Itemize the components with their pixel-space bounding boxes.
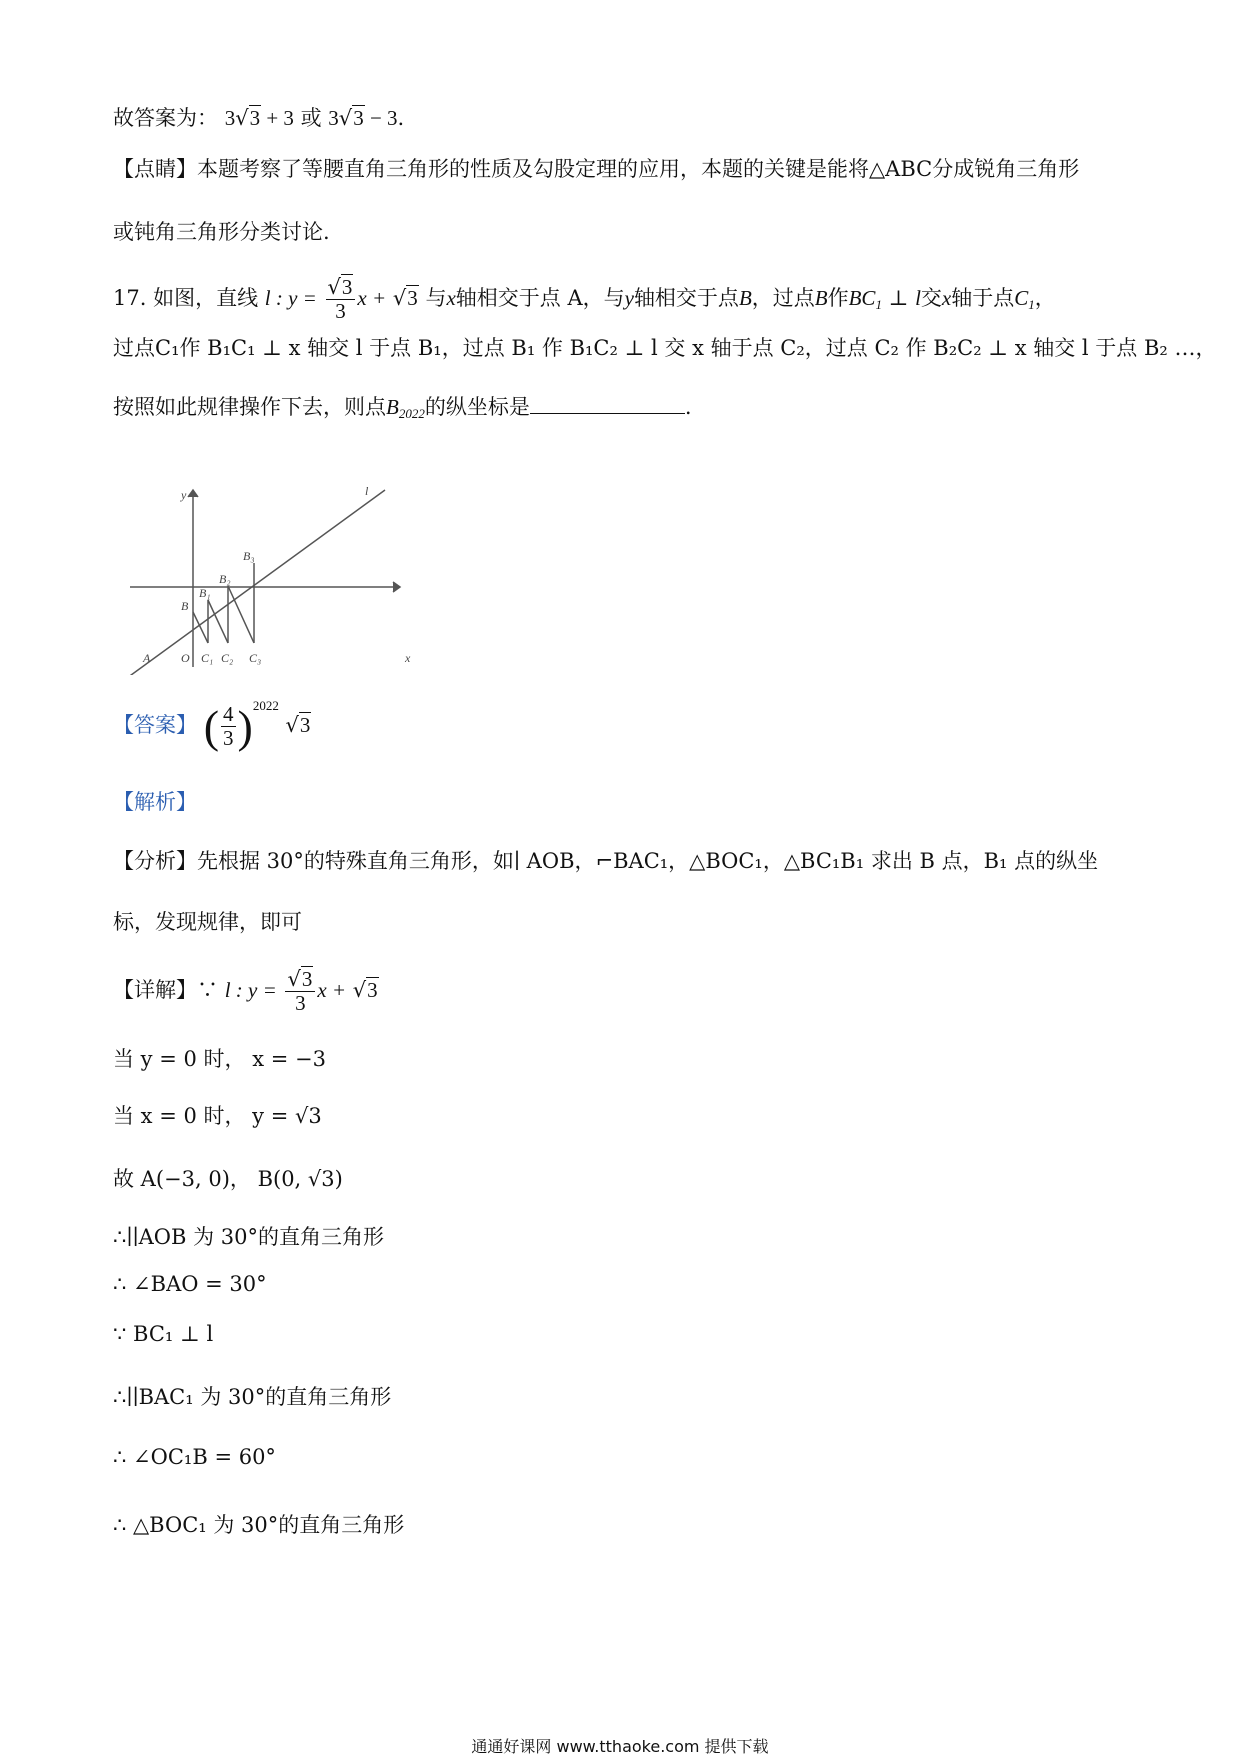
t7: 轴于点	[951, 286, 1015, 311]
y-var: y	[624, 286, 634, 311]
label-x: x	[405, 651, 411, 665]
analysis-tag: 【解析】	[113, 790, 197, 814]
fenxi-line	[113, 849, 1098, 874]
because: ∵	[197, 978, 218, 1003]
perp: ⊥	[888, 286, 909, 311]
equation-rest: x +	[357, 286, 387, 311]
step-9: ∴ △BOC₁ 为 30°的直角三角形	[113, 1513, 405, 1537]
b2022: $B_{2022}$	[386, 395, 425, 421]
question-number: 17. 如图，直线	[113, 286, 259, 311]
question-17-line-2	[113, 336, 1217, 361]
eq-lhs: l : y =	[224, 978, 277, 1003]
answer-fraction: $\frac{4}{3}$	[223, 701, 234, 750]
q-pre: 按照如此规律操作下去，则点	[113, 395, 386, 419]
sqrt-3: √3	[392, 286, 418, 311]
label-C1: C₁	[201, 651, 214, 665]
dianjing-text: 本题考察了等腰直角三角形的性质及勾股定理的应用，本题的关键是能将△ABC分成锐角三角形	[197, 157, 1080, 181]
xiangjie-line	[113, 968, 379, 1015]
question-17-line-3	[113, 395, 692, 422]
q-end: .	[684, 395, 692, 419]
eq-rest: x +	[317, 978, 347, 1003]
step-4: ∴∣∣AOB 为 30°的直角三角形	[113, 1225, 384, 1249]
fenxi-tag: 【分析】	[113, 849, 197, 873]
step-3: 故 A(−3, 0)， B(0, √3)	[113, 1167, 343, 1191]
dianjing-text-2: 或钝角三角形分类讨论.	[113, 220, 330, 244]
step-1: 当 y = 0 时， x = −3	[113, 1047, 326, 1071]
l-var: l	[915, 286, 921, 311]
answer-block: 【答案】 ( $\frac{4}{3}$ )$^{2022}$ √3	[113, 698, 311, 752]
label-B2: B₂	[219, 572, 231, 586]
footer: 通通好课网 www.tthaoke.com 提供下载	[471, 1737, 769, 1756]
dianjing-tag: 【点睛】	[113, 157, 197, 181]
c1: $C_1$	[1014, 286, 1035, 313]
question-17-line-1: 17. 如图，直线 l : y = $\frac{√3}{3}$ x + √3 与x轴相交于点 A，与y轴相交于点B，过点B作$BC_1$ ⊥ l交x轴于点$C_1$，	[113, 275, 1056, 324]
fenxi-line-2: 标，发现规律，即可	[113, 910, 302, 934]
dianjing-line	[113, 157, 1079, 182]
step-8: ∴ ∠OC₁B = 60°	[113, 1445, 276, 1469]
step-7: ∴∣∣BAC₁ 为 30°的直角三角形	[113, 1385, 392, 1409]
answer-tag: 【答案】	[113, 713, 197, 737]
b-var: B	[738, 286, 752, 311]
answer-prefix: 故答案为：	[113, 106, 218, 130]
label-B: B	[181, 599, 189, 613]
step-5: ∴ ∠BAO = 30°	[113, 1272, 267, 1296]
fraction-2: $\frac{√3}{3}$	[285, 968, 315, 1015]
label-O: O	[181, 651, 190, 665]
step-6: ∵ BC₁ ⊥ l	[113, 1322, 214, 1346]
sqrt-3b: √3	[352, 978, 378, 1003]
label-l: l	[365, 485, 369, 498]
fenxi-text: 先根据 30°的特殊直角三角形，如∣ AOB，⌐BAC₁，△BOC₁，△BC₁B₁ 求出 B 点，B₁ 点的纵坐	[197, 849, 1099, 873]
answer-line	[113, 106, 404, 131]
label-B3: B₃	[243, 549, 255, 563]
q-post: 的纵坐标是	[424, 395, 530, 419]
answer-exponent: 2022	[252, 698, 279, 713]
xiangjie-tag: 【详解】	[113, 978, 197, 1003]
x-var: x	[446, 286, 456, 311]
t3: 轴相交于点	[633, 286, 739, 311]
label-C3: C₃	[249, 651, 262, 665]
x-var-2: x	[941, 286, 952, 311]
question-text-2: 过点C₁作 B₁C₁ ⊥ x 轴交 l 于点 B₁，过点 B₁ 作 B₁C₂ ⊥ l 交 x 轴于点 C₂，过点 C₂ 作 B₂C₂ ⊥ x 轴交 l 于点 B₂ …，	[113, 336, 1217, 360]
answer-blank	[530, 412, 685, 414]
answer-value-1: 3√3 + 3	[224, 106, 294, 130]
t4: ，过点	[751, 286, 815, 311]
answer-value-2: 3√3 − 3	[328, 106, 398, 130]
t1: 与	[425, 286, 447, 311]
fraction: $\frac{√3}{3}$	[326, 276, 356, 323]
step-2: 当 x = 0 时， y = √3	[113, 1104, 322, 1128]
b-var-2: B	[814, 286, 828, 311]
t6: 交	[920, 286, 942, 311]
label-A: A	[143, 651, 151, 665]
or-text: 或	[300, 106, 322, 130]
geometry-figure	[125, 485, 415, 675]
line-equation-lhs: l : y =	[264, 286, 317, 311]
label-C2: C₂	[221, 651, 234, 665]
period: .	[397, 106, 405, 130]
answer-sqrt: √3	[285, 713, 311, 737]
dianjing-line-2	[113, 220, 330, 245]
label-y: y	[181, 488, 187, 502]
bc1: $BC_1$	[848, 286, 882, 313]
t5: 作	[827, 286, 849, 311]
label-B1: B₁	[199, 586, 211, 600]
t2: 轴相交于点 A，与	[455, 286, 625, 311]
